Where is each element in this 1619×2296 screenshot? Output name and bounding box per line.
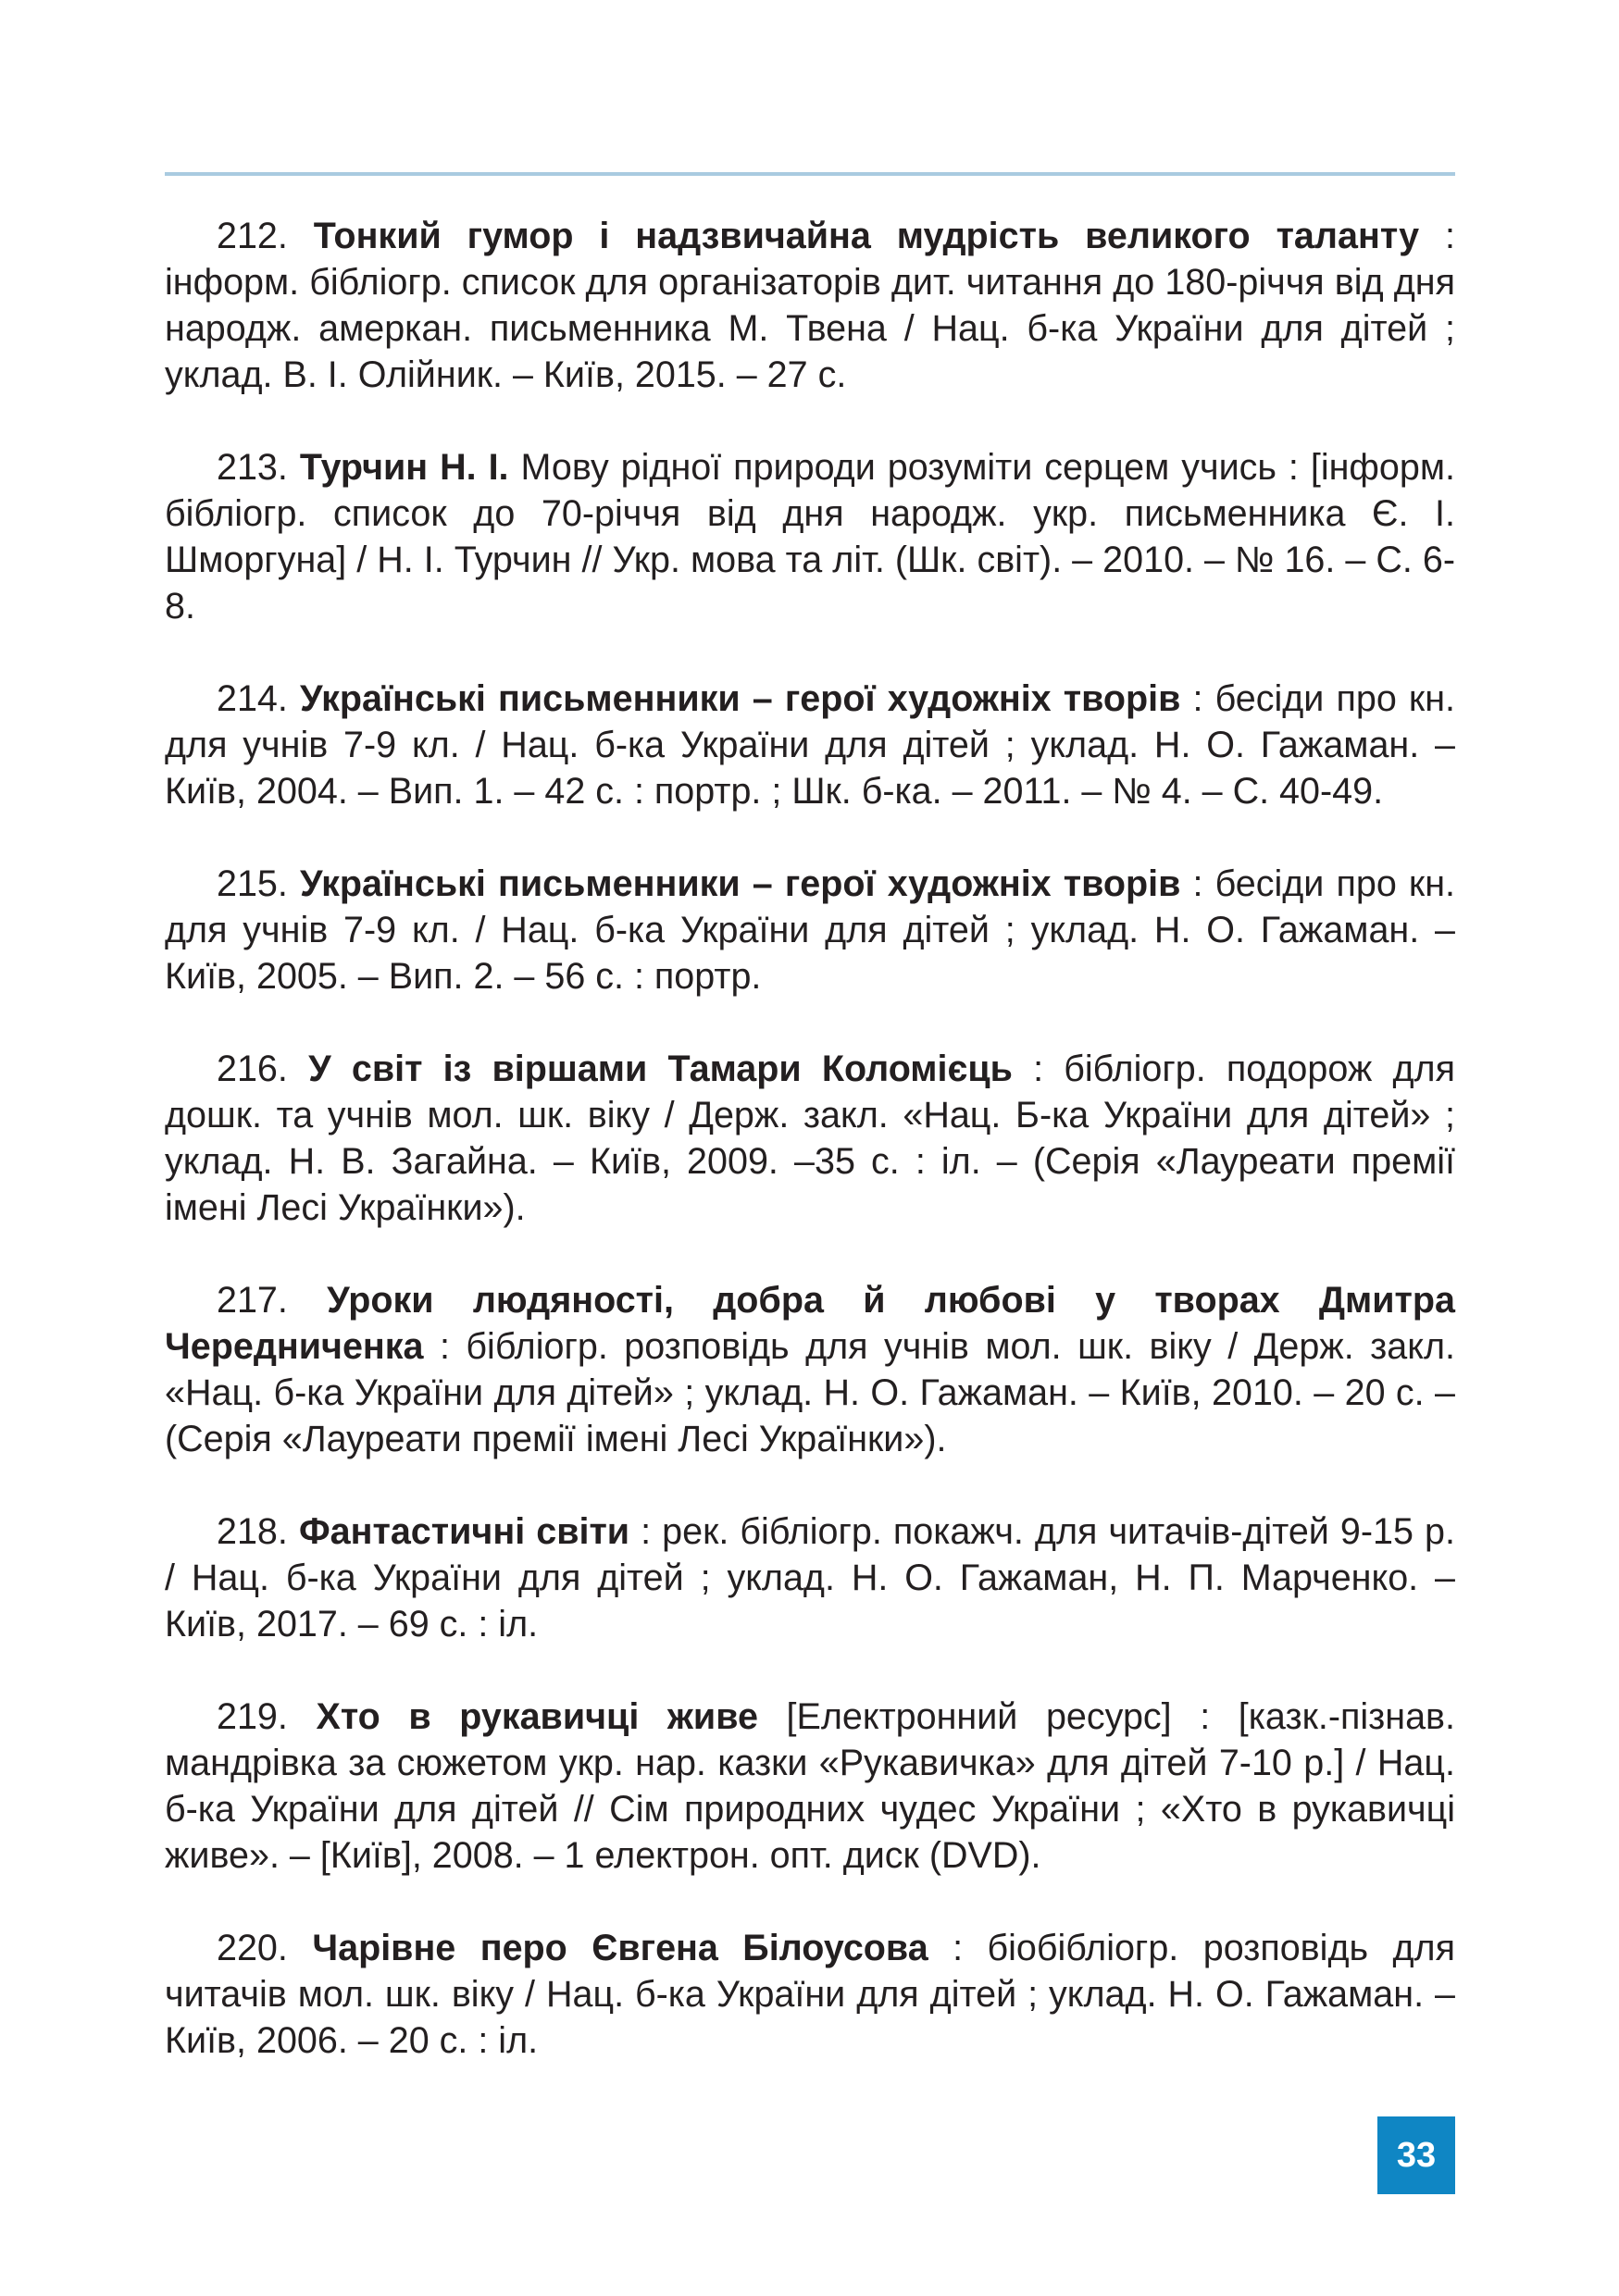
entry-description: : бесіди про кн. для учнів 7-9 кл. / Нац. б-ка України для дітей ; уклад. Н. О. Гажаман. – Київ, 2005. – Вип. 2. – 56 с. : портр. xyxy=(165,863,1455,997)
entry-description: : інформ. бібліогр. список для організаторів дит. читання до 180-річчя від дня народж. амеркан. письменника М. Твена / Нац. б-ка України для дітей ; уклад. В. І. Олійник. – Київ, 2015. – 27 с. xyxy=(165,216,1456,395)
entry-number: 219. xyxy=(217,1696,288,1737)
entry-number: 215. xyxy=(217,863,288,904)
bibliography-entry-219 xyxy=(165,1694,1455,1879)
entry-number: 217. xyxy=(217,1280,288,1321)
bibliography-entry-212 xyxy=(165,213,1455,398)
entry-title: У світ із віршами Тамари Коломієць xyxy=(308,1049,1013,1089)
entry-title: Фантастичні світи xyxy=(298,1511,630,1552)
bibliography-entry-217 xyxy=(165,1277,1455,1462)
entry-number: 212. xyxy=(217,216,288,256)
bibliography-entry-218 xyxy=(165,1508,1455,1647)
entry-description: : рек. бібліогр. покажч. для читачів-дітей 9-15 р. / Нац. б-ка України для дітей ; уклад. Н. О. Гажаман, Н. П. Марченко. – Київ, 2017. – 69 с. : іл. xyxy=(165,1511,1455,1644)
entry-title: Українські письменники – герої художніх творів xyxy=(300,678,1181,719)
bibliography-entry-220 xyxy=(165,1925,1455,2064)
entry-title: Тонкий гумор і надзвичайна мудрість великого таланту xyxy=(313,216,1420,256)
entry-number: 214. xyxy=(217,678,288,719)
entry-description: [Електронний ресурс] : [казк.-пізнав. мандрівка за сюжетом укр. нар. казки «Рукавичка» для дітей 7-10 р.] / Нац. б-ка України для дітей // Сім природних чудес України ; «Хто в рукавичці живе». – [Київ], 2008. – 1 електрон. опт. диск (DVD). xyxy=(165,1696,1455,1876)
entry-title: Хто в рукавичці живе xyxy=(316,1696,758,1737)
entry-description: : бесіди про кн. для учнів 7-9 кл. / Нац. б-ка України для дітей ; уклад. Н. О. Гажаман. – Київ, 2004. – Вип. 1. – 42 с. : портр. ; Шк. б-ка. – 2011. – № 4. – С. 40-49. xyxy=(165,678,1455,812)
page-number-badge: 33 xyxy=(1377,2116,1455,2194)
entry-number: 216. xyxy=(217,1049,288,1089)
entry-description: Мову рідної природи розуміти серцем учись : [інформ. бібліогр. список до 70-річчя від дня народж. укр. письменника Є. І. Шморгуна] / Н. І. Турчин // Укр. мова та літ. (Шк. світ). – 2010. – № 16. – С. 6-8. xyxy=(165,447,1455,627)
entry-description: : біобібліогр. розповідь для читачів мол. шк. віку / Нац. б-ка України для дітей ; уклад. Н. О. Гажаман. – Київ, 2006. – 20 с. : іл. xyxy=(165,1928,1455,2061)
entry-number: 213. xyxy=(217,447,288,488)
entry-title: Українські письменники – герої художніх творів xyxy=(300,863,1181,904)
bibliography-list xyxy=(165,213,1455,2110)
bibliography-entry-214 xyxy=(165,676,1455,814)
bibliography-entry-213 xyxy=(165,444,1455,629)
entry-number: 220. xyxy=(217,1928,288,1968)
entry-title: Уроки людяності, добра й любові у творах Дмитра Чередниченка xyxy=(165,1280,1455,1367)
entry-title: Турчин Н. І. xyxy=(299,447,509,488)
bibliography-entry-215 xyxy=(165,861,1455,999)
entry-title: Чарівне перо Євгена Білоусова xyxy=(312,1928,928,1968)
bibliography-entry-216 xyxy=(165,1046,1455,1231)
header-rule xyxy=(165,172,1455,176)
entry-description: : бібліогр. розповідь для учнів мол. шк. віку / Держ. закл. «Нац. б-ка України для дітей» ; уклад. Н. О. Гажаман. – Київ, 2010. – 20 с. – (Серія «Лауреати премії імені Лесі Українки»). xyxy=(165,1326,1455,1459)
entry-number: 218. xyxy=(217,1511,288,1552)
entry-description: : бібліогр. подорож для дошк. та учнів мол. шк. віку / Держ. закл. «Нац. Б-ка України для дітей» ; уклад. Н. В. Загайна. – Київ, 2009. –35 с. : іл. – (Серія «Лауреати премії імені Лесі Українки»). xyxy=(165,1049,1455,1228)
